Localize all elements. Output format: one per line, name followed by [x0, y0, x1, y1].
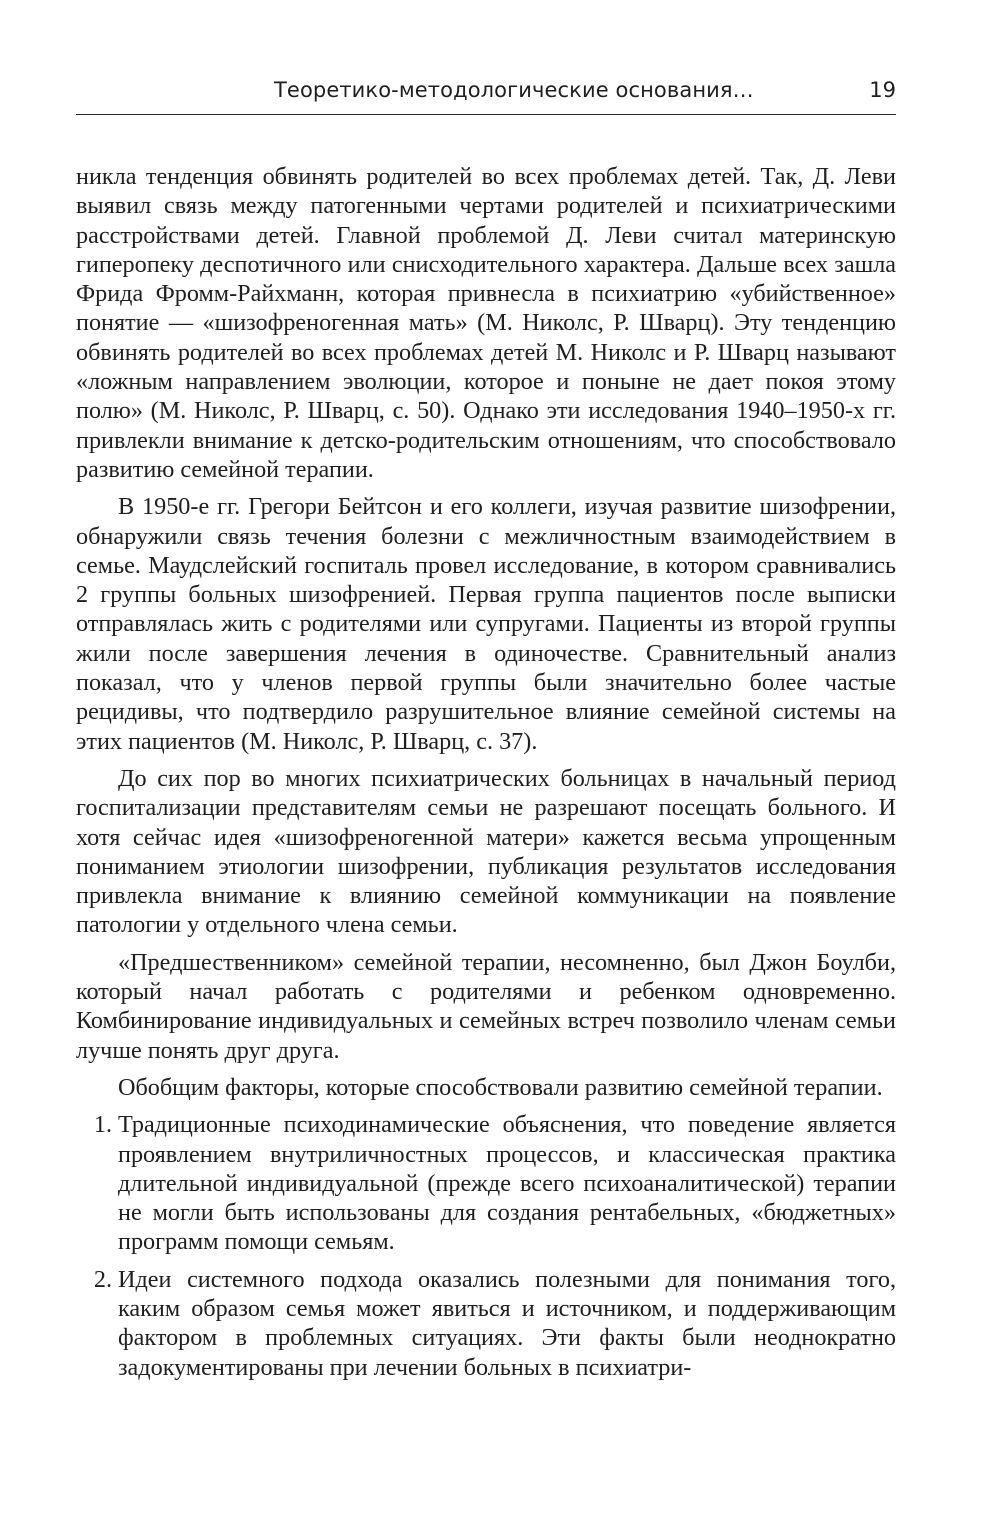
- page-number: 19: [869, 78, 896, 102]
- list-marker: 2.: [93, 1265, 112, 1293]
- paragraph: «Предшественником» семейной терапии, несомненно, был Джон Боулби, который начал работать с родителями и ребенком одновременно. Комбинирование индивидуальных и семейных встреч позволило членам семьи лучше понять друг друга.: [76, 948, 896, 1064]
- paragraph: Обобщим факторы, которые способствовали развитию семейной терапии.: [118, 1073, 883, 1101]
- factors-list: [76, 1110, 896, 1382]
- paragraph: До сих пор во многих психиатрических больницах в начальный период госпитализации представителям семьи не разрешают посещать больного. И хотя сейчас идея «шизофреногенной матери» кажется весьма упрощенным пониманием этиологии шизофрении, публикация результатов исследования привлекла внимание к влиянию семейной коммуникации на появление патологии у отдельного члена семьи.: [76, 764, 896, 939]
- list-marker: 1.: [93, 1111, 112, 1139]
- list-item-text: Традиционные психодинамические объяснения, что поведение является проявлением внутриличностных процессов, и классическая практика длительной индивидуальной (прежде всего психоаналитической) терапии не могли быть использованы для создания рентабельных, «бюджетных» программ помощи семьям.: [118, 1111, 896, 1256]
- paragraph: никла тенденция обвинять родителей во всех проблемах детей. Так, Д. Леви выявил связь между патогенными чертами родителей и психиатрическими расстройствами детей. Главной проблемой Д. Леви считал материнскую гиперопеку деспотичного или снисходительного характера. Дальше всех зашла Фрида Фромм-Райхманн, которая привнесла в психиатрию «убийственное» понятие — «шизофреногенная мать» (М. Николс, Р. Шварц). Эту тенденцию обвинять родителей во всех проблемах детей М. Николс и Р. Шварц называют «ложным направлением эволюции, которое и поныне не дает покоя этому полю» (М. Николс, Р. Шварц, с. 50). Однако эти исследования 1940–1950-х гг. привлекли внимание к детско-родительским отношениям, что способствовало развитию семейной терапии.: [76, 163, 896, 483]
- body-text: [76, 162, 896, 1390]
- paragraph: В 1950-е гг. Грегори Бейтсон и его коллеги, изучая развитие шизофрении, обнаружили связь течения болезни с межличностным взаимодействием в семье. Маудслейский госпиталь провел исследование, в котором сравнивались 2 группы больных шизофренией. Первая группа пациентов после выписки отправлялась жить с родителями или супругами. Пациенты из второй группы жили после завершения лечения в одиночестве. Сравнительный анализ показал, что у членов первой группы были значительно более частые рецидивы, что подтвердило разрушительное влияние семейной системы на этих пациентов (М. Николс, Р. Шварц, с. 37).: [76, 493, 896, 755]
- list-item: [76, 1265, 896, 1382]
- list-item: [76, 1110, 896, 1256]
- running-header: [76, 74, 896, 115]
- list-item-text: Идеи системного подхода оказались полезными для понимания того, каким образом семья может явиться и источником, и поддерживающим фактором в проблемных ситуациях. Эти факты были неоднократно задокументированы при лечении больных в психиатри-: [118, 1265, 896, 1381]
- running-title: Теоретико-методологические основания…: [274, 78, 754, 102]
